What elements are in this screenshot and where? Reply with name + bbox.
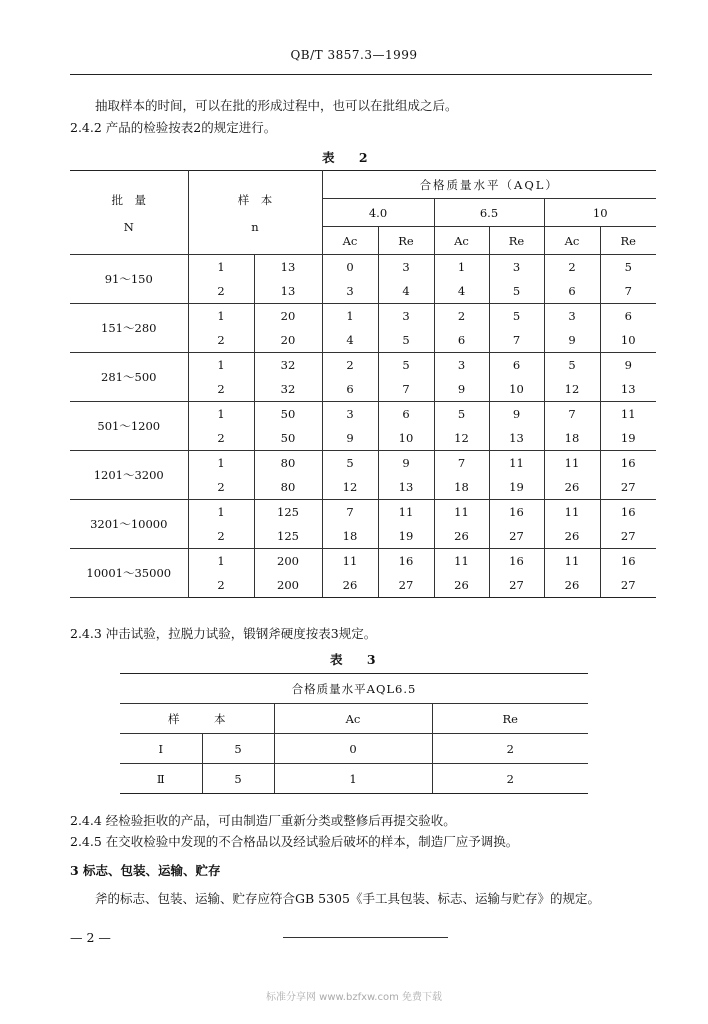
re-10: 11 [600,402,656,427]
sample-index: 2 [188,328,254,353]
watermark: 标准分享网 www.bzfxw.com 免费下载 [266,992,442,1003]
paragraph-sampling-time: 抽取样本的时间，可以在批的形成过程中，也可以在批组成之后。 [95,98,458,113]
table2-caption: 表 2 [322,150,378,165]
sample-index: 1 [188,500,254,525]
re-10: 27 [600,524,656,549]
ac-10: 26 [544,475,600,500]
table3-re: 2 [432,734,588,764]
ac-10: 11 [544,549,600,574]
sample-size: 20 [254,328,322,353]
ac-10: 3 [544,304,600,329]
table3-ac: 0 [274,734,432,764]
sample-size: 13 [254,255,322,280]
re-4-0: 9 [378,451,434,476]
ac-10: 7 [544,402,600,427]
section-3-heading: 3 标志、包装、运输、贮存 [70,863,221,878]
re-4-0: 19 [378,524,434,549]
re-10: 27 [600,475,656,500]
sample-size: 50 [254,402,322,427]
re-4-0: 7 [378,377,434,402]
ac-10: 9 [544,328,600,353]
clause-2-4-2: 2.4.2 产品的检验按表2的规定进行。 [70,120,277,135]
ac-10: 11 [544,500,600,525]
table3-aql-header: 合格质量水平AQL6.5 [120,674,588,704]
re-4-0: 4 [378,279,434,304]
ac-6-5: 1 [434,255,489,280]
re-4-0: 27 [378,573,434,598]
ac-6-5: 5 [434,402,489,427]
table3-sample-size: 5 [202,764,274,794]
sample-index: 1 [188,549,254,574]
sample-index: 1 [188,451,254,476]
lot-size-range: 281～500 [70,353,188,402]
re-4-0: 5 [378,353,434,378]
table3-sample-class: Ⅱ [120,764,202,794]
sample-size: 125 [254,524,322,549]
sample-index: 1 [188,255,254,280]
lot-size-range: 91～150 [70,255,188,304]
re-6-5: 11 [489,451,544,476]
page-number: — 2 — [70,930,111,945]
ac-4-0: 2 [322,353,378,378]
sample-index: 2 [188,279,254,304]
ac-6-5: 9 [434,377,489,402]
clause-2-4-5: 2.4.5 在交收检验中发现的不合格品以及经试验后破坏的样本，制造厂应予调换。 [70,834,519,849]
re-6-5: 9 [489,402,544,427]
sample-header-label: 样 本 [237,192,273,207]
ac-10: 2 [544,255,600,280]
aql-header: 合格质量水平（AQL） [322,171,656,199]
re-4-0: 3 [378,304,434,329]
ac-header: Ac [434,227,489,255]
ac-4-0: 0 [322,255,378,280]
ac-4-0: 5 [322,451,378,476]
sample-size: 32 [254,353,322,378]
sample-size: 200 [254,549,322,574]
re-6-5: 19 [489,475,544,500]
clause-2-4-3: 2.4.3 冲击试验，拉脱力试验，锻钢斧硬度按表3规定。 [70,626,377,641]
sample-index: 2 [188,524,254,549]
ac-10: 18 [544,426,600,451]
re-6-5: 6 [489,353,544,378]
re-4-0: 13 [378,475,434,500]
ac-4-0: 3 [322,402,378,427]
lot-size-range: 10001～35000 [70,549,188,598]
ac-6-5: 7 [434,451,489,476]
sample-size: 13 [254,279,322,304]
ac-10: 6 [544,279,600,304]
ac-4-0: 7 [322,500,378,525]
table3-ac-header: Ac [274,704,432,734]
re-10: 6 [600,304,656,329]
ac-10: 26 [544,524,600,549]
lot-size-range: 151～280 [70,304,188,353]
ac-6-5: 6 [434,328,489,353]
sample-index: 2 [188,573,254,598]
lot-size-header-symbol: N [123,219,134,234]
re-6-5: 16 [489,500,544,525]
ac-header: Ac [544,227,600,255]
re-6-5: 5 [489,304,544,329]
table3-re: 2 [432,764,588,794]
paragraph-marking: 斧的标志、包装、运输、贮存应符合GB 5305《手工具包装、标志、运输与贮存》的规定。 [95,891,600,906]
aql-level: 4.0 [322,199,434,227]
re-header: Re [378,227,434,255]
sample-index: 2 [188,377,254,402]
re-10: 16 [600,451,656,476]
clause-2-4-4: 2.4.4 经检验拒收的产品，可由制造厂重新分类或整修后再提交验收。 [70,813,456,828]
table3-sample-class: Ⅰ [120,734,202,764]
table3-ac: 1 [274,764,432,794]
lot-size-range: 1201～3200 [70,451,188,500]
sample-index: 1 [188,402,254,427]
table3 [120,673,588,794]
re-6-5: 7 [489,328,544,353]
lot-size-range: 501～1200 [70,402,188,451]
lot-size-range: 3201～10000 [70,500,188,549]
ac-6-5: 26 [434,573,489,598]
table3-sample-size: 5 [202,734,274,764]
header-rule [70,74,652,75]
ac-6-5: 2 [434,304,489,329]
sample-index: 2 [188,475,254,500]
lot-size-header [70,171,188,255]
re-4-0: 11 [378,500,434,525]
sample-size: 80 [254,475,322,500]
footer-rule [283,937,448,938]
sample-size: 50 [254,426,322,451]
ac-header: Ac [322,227,378,255]
re-4-0: 6 [378,402,434,427]
re-6-5: 3 [489,255,544,280]
sample-index: 2 [188,426,254,451]
ac-6-5: 11 [434,500,489,525]
re-10: 5 [600,255,656,280]
re-10: 13 [600,377,656,402]
re-10: 16 [600,500,656,525]
ac-4-0: 18 [322,524,378,549]
re-6-5: 27 [489,573,544,598]
re-6-5: 10 [489,377,544,402]
table2 [70,170,656,598]
document-code: QB/T 3857.3—1999 [290,48,418,62]
re-10: 7 [600,279,656,304]
re-10: 10 [600,328,656,353]
ac-4-0: 3 [322,279,378,304]
re-4-0: 10 [378,426,434,451]
aql-level: 10 [544,199,656,227]
re-10: 19 [600,426,656,451]
re-header: Re [600,227,656,255]
table3-sample-header: 样 本 [120,704,274,734]
ac-10: 12 [544,377,600,402]
ac-4-0: 26 [322,573,378,598]
ac-4-0: 6 [322,377,378,402]
re-6-5: 27 [489,524,544,549]
ac-4-0: 9 [322,426,378,451]
ac-10: 11 [544,451,600,476]
re-10: 16 [600,549,656,574]
lot-size-header-label: 批 量 [111,192,146,207]
ac-4-0: 11 [322,549,378,574]
table3-re-header: Re [432,704,588,734]
ac-6-5: 11 [434,549,489,574]
re-4-0: 5 [378,328,434,353]
table3-caption: 表 3 [330,652,386,667]
ac-6-5: 3 [434,353,489,378]
re-6-5: 13 [489,426,544,451]
ac-6-5: 12 [434,426,489,451]
ac-10: 5 [544,353,600,378]
sample-size: 80 [254,451,322,476]
re-6-5: 16 [489,549,544,574]
ac-4-0: 4 [322,328,378,353]
sample-size: 125 [254,500,322,525]
re-4-0: 16 [378,549,434,574]
sample-header [188,171,322,255]
sample-header-symbol: n [251,219,259,234]
ac-6-5: 4 [434,279,489,304]
sample-index: 1 [188,353,254,378]
ac-10: 26 [544,573,600,598]
ac-4-0: 1 [322,304,378,329]
re-10: 27 [600,573,656,598]
sample-size: 32 [254,377,322,402]
sample-index: 1 [188,304,254,329]
re-header: Re [489,227,544,255]
aql-level: 6.5 [434,199,544,227]
sample-size: 200 [254,573,322,598]
sample-size: 20 [254,304,322,329]
re-4-0: 3 [378,255,434,280]
ac-6-5: 18 [434,475,489,500]
ac-4-0: 12 [322,475,378,500]
re-6-5: 5 [489,279,544,304]
ac-6-5: 26 [434,524,489,549]
re-10: 9 [600,353,656,378]
